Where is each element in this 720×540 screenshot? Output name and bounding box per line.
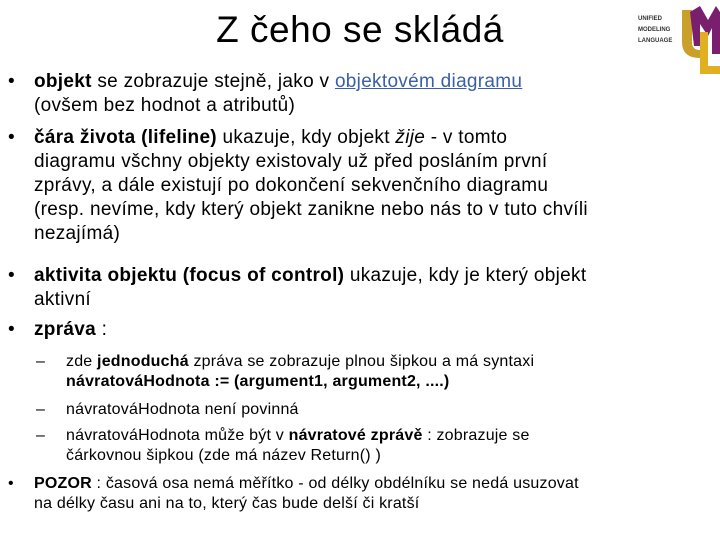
sub-text: zpráva se zobrazuje plnou šipkou a má syntaxi (188, 353, 535, 370)
sub-text: návratováHodnota není povinná (66, 401, 299, 418)
dash-marker: – (36, 401, 46, 418)
bullet-dot: • (8, 127, 15, 148)
sub-syntax: návratováHodnota := (argument1, argument2, ....) (66, 373, 450, 390)
term-cara-zivota: čára života (lifeline) (34, 127, 217, 148)
bullet-dot: • (8, 475, 14, 492)
sub-bold: jednoduchá (97, 353, 189, 370)
bullet-text: se zobrazuje stejně, jako v (91, 71, 335, 92)
bullet-text: aktivní (34, 289, 92, 310)
uml-logo-line: MODELING (638, 27, 671, 33)
bullet-text: nezajímá) (34, 223, 121, 244)
bullet-text: : časová osa nemá měřítko - od délky obdélníku se nedá usuzovat (91, 475, 579, 492)
subitem-nepovinna (36, 400, 686, 420)
sub-text: zde (66, 353, 98, 370)
bullet-text: (resp. nevíme, kdy který objekt zanikne nebo nás to v tuto chvíli (34, 199, 588, 220)
bullet-text: ukazuje, kdy je který objekt (344, 265, 587, 286)
term-zprava: zpráva (34, 319, 97, 340)
link-objektovy-diagram[interactable]: objektovém diagramu (334, 71, 523, 92)
sub-text: čárkovnou šipkou (zde má název Return() ) (66, 447, 381, 464)
uml-logo (638, 2, 720, 80)
italic-zije: žije (395, 127, 426, 148)
bullet-text: : (96, 319, 108, 340)
dash-marker: – (36, 427, 46, 444)
uml-logo-mark (638, 2, 720, 80)
bullet-dot: • (8, 265, 15, 286)
bullet-text: (ovšem bez hodnot a atributů) (34, 95, 296, 116)
dash-marker: – (36, 353, 46, 370)
bullet-text: - v tomto (425, 127, 508, 148)
bullet-pozor (8, 474, 714, 514)
slide-title: Z čeho se skládá (216, 9, 504, 50)
term-objekt: objekt (34, 71, 92, 92)
bullet-text: diagramu všchny objekty existovaly už před posláním první (34, 151, 548, 172)
uml-logo-line: LANGUAGE (638, 38, 673, 44)
bullet-zprava (8, 318, 714, 342)
sub-bold: návratové zprávě (288, 427, 423, 444)
bullet-text: zprávy, a dále existují po dokončení sekvenčního diagramu (34, 175, 549, 196)
term-pozor: POZOR (34, 475, 92, 492)
subitem-navratova (36, 426, 686, 466)
sub-text: : zobrazuje se (422, 427, 530, 444)
bullet-text: ukazuje, kdy objekt (216, 127, 396, 148)
bullet-objekt (8, 70, 714, 118)
bullet-aktivita (8, 264, 714, 312)
sub-text: návratováHodnota může být v (66, 427, 289, 444)
subitem-jednoducha (36, 352, 686, 392)
bullet-dot: • (8, 71, 15, 92)
bullet-dot: • (8, 319, 15, 340)
bullet-text: na délky času ani na to, který čas bude delší či kratší (34, 495, 420, 512)
term-aktivita: aktivita objektu (focus of control) (34, 265, 345, 286)
uml-logo-line: UNIFIED (638, 16, 662, 22)
bullet-cara-zivota (8, 126, 714, 246)
